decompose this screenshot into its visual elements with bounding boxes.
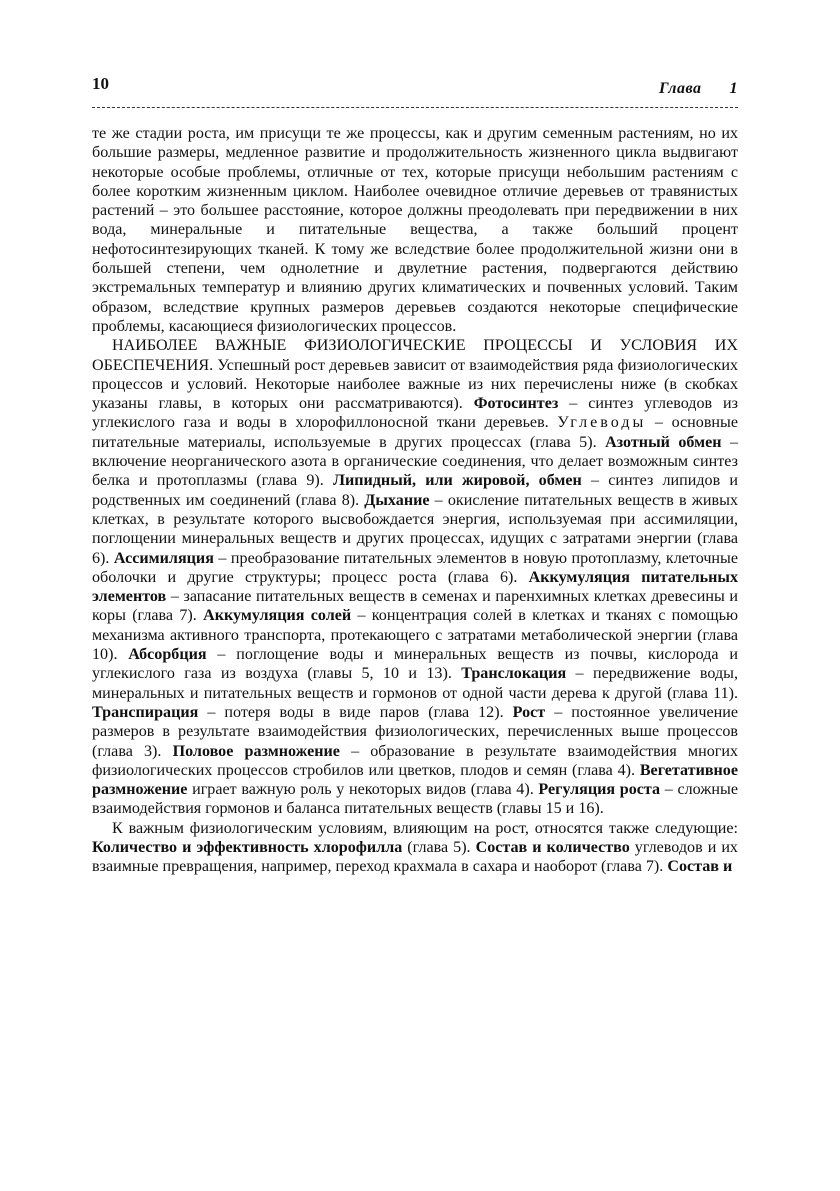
spaced-term: Углеводы — [557, 414, 647, 432]
text-run: – передвижение воды, минеральных и питательных веществ и гормонов от одной части дерева к другой (глава 11). — [92, 665, 738, 702]
bold-term: Абсорбция — [128, 646, 207, 664]
bold-term: Дыхание — [364, 491, 430, 509]
bold-term: Состав и — [667, 858, 733, 876]
text-run: – концентрация солей в клетках и тканях с помощью механизма активного транспорта, протекающего с затратами метаболической энергии (глава 10). — [92, 607, 738, 664]
text-run: – основные питательные материалы, используемые в других процессах (глава 5). — [92, 414, 738, 451]
paragraph — [92, 124, 738, 336]
text-run: НАИБОЛЕЕ ВАЖНЫЕ ФИЗИОЛОГИЧЕСКИЕ ПРОЦЕССЫ И УСЛОВИЯ ИХ ОБЕСПЕЧЕНИЯ. Успешный рост деревьев зависит от взаимодействия ряда физиологических процессов и условий. Некоторые наиболее важные из них перечислены ниже (в скобках указаны главы, в которых они рассматриваются). — [92, 337, 738, 413]
text-run: – потеря воды в виде паров (глава 12). — [198, 703, 513, 721]
bold-term: Аккумуляция солей — [203, 607, 352, 625]
body-text — [92, 124, 738, 877]
chapter-word: Глава — [658, 80, 702, 97]
text-run: – постоянное увеличение размеров в результате взаимодействия физиологических, перечисленных выше процессов (глава 3). — [92, 703, 739, 760]
text-run: – синтез липидов и родственных им соединений (глава 8). — [92, 472, 738, 509]
bold-term: Вегетативное размножение — [92, 761, 738, 799]
chapter-number: 1 — [729, 80, 738, 97]
bold-term: Транслокация — [461, 665, 567, 683]
bold-term: Половое размножение — [172, 742, 340, 760]
text-run: – образование в результате взаимодействия многих физиологических процессов стробилов или цветков, плодов и семян (глава 4). — [92, 742, 739, 779]
text-run: – преобразование питательных элементов в новую протоплазму, клеточные оболочки и другие структуры; процесс роста (глава 6). — [92, 549, 738, 586]
text-run: – запасание питательных веществ в семенах и паренхимных клетках древесины и коры (глава 7). — [92, 588, 738, 625]
text-run: те же стадии роста, им присущи те же процессы, как и другим семенным растениям, но их большие размеры, медленное развитие и продолжительность жизненного цикла выдвигают некоторые особые проблемы, отличные от тех, которые присущи небольшим растениям с более коротким жизненным циклом. Наиболее очевидное отличие деревьев от травянистых растений – это большее расстояние, которое должны преодолевать при передвижении в них вода, минеральные и питательные вещества, а также больший процент нефотосинтезирующих тканей. К тому же вследствие более продолжительной жизни они в большей степени, чем однолетние и двулетние растения, подвергаются действию экстремальных температур и влиянию других климатических и почвенных условий. Таким образом, вследствие крупных размеров деревьев создаются некоторые специфические проблемы, касающиеся физиологических процессов. — [92, 125, 738, 335]
bold-term: Транспирация — [92, 703, 199, 721]
bold-term: Рост — [512, 703, 546, 721]
bold-term: Регуляция роста — [538, 781, 661, 799]
text-run: – сложные взаимодействия гормонов и баланса питательных веществ (главы 15 и 16). — [92, 781, 738, 818]
text-run: (глава 5). — [402, 838, 476, 856]
bold-term: Аккумуляция питательных элементов — [92, 568, 738, 606]
bold-term: Фотосинтез — [473, 395, 559, 413]
chapter-label — [659, 80, 738, 98]
bold-term: Количество и эффективность хлорофилла — [92, 838, 403, 856]
text-run: – включение неорганического азота в органические соединения, что делает возможным синтез белка и протоплазмы (глава 9). — [92, 433, 738, 490]
paragraph — [92, 819, 738, 877]
text-run: – окисление питательных веществ в живых клетках, в результате которого высвобождается энергия, используемая при ассимиляции, поглощении минеральных веществ и других процессах, идущих с затратами энергии (глава 6). — [92, 491, 739, 567]
text-run: – синтез углеводов из углекислого газа и воды в хлорофиллоносной ткани деревьев. — [92, 395, 739, 432]
bold-term: Состав и количество — [475, 838, 630, 856]
page-number: 10 — [92, 74, 109, 93]
text-run: углеводов и их взаимные превращения, например, переход крахмала в сахара и наоборот (глава 7). — [92, 838, 738, 876]
paragraph — [92, 336, 738, 818]
text-run: – поглощение воды и минеральных веществ из почвы, кислорода и углекислого газа из воздуха (главы 5, 10 и 13). — [92, 646, 738, 683]
text-run: играет важную роль у некоторых видов (глава 4). — [187, 781, 539, 799]
text-run: К важным физиологическим условиям, влияющим на рост, относятся также следующие: — [112, 819, 738, 837]
running-header — [92, 70, 738, 104]
bold-term: Азотный обмен — [605, 433, 722, 451]
header-divider — [92, 107, 738, 108]
bold-term: Ассимиляция — [113, 549, 214, 567]
bold-term: Липидный, или жировой, обмен — [332, 472, 582, 490]
